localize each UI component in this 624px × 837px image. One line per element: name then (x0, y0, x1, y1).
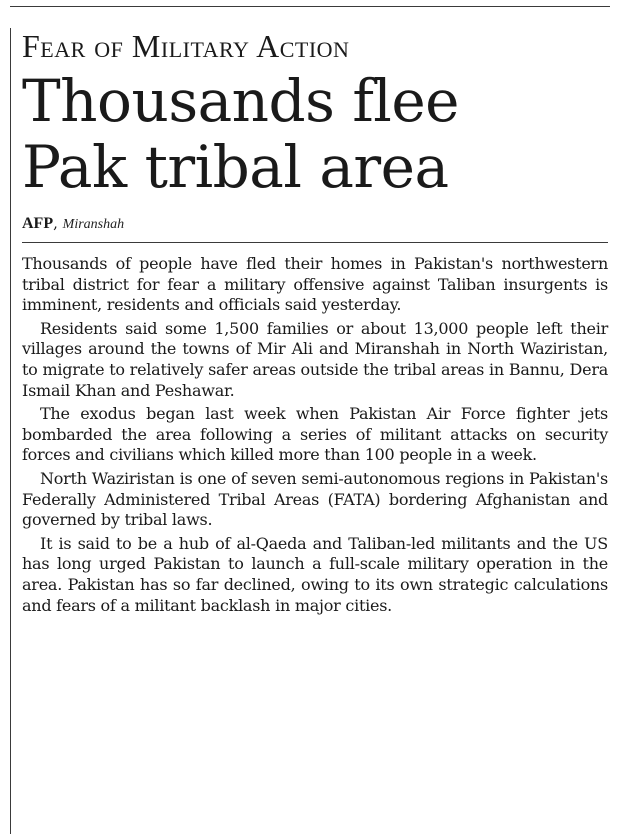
kicker: Fear of Military Action (22, 28, 350, 64)
headline (22, 68, 610, 200)
article-body (22, 254, 608, 616)
byline-dateline: Miranshah (62, 217, 125, 232)
byline-separator: , (53, 214, 63, 232)
paragraph-3: The exodus began last week when Pakistan Air Force fighter jets bombarded the area following a series of militant attacks on security forces and civilians which killed more than 100 people in a week. (22, 404, 608, 465)
article (22, 28, 610, 619)
paragraph-4: North Waziristan is one of seven semi-autonomous regions in Pakistan's Federally Administered Tribal Areas (FATA) bordering Afghanistan and governed by tribal laws. (22, 468, 608, 530)
byline-agency: AFP (22, 215, 54, 232)
paragraph-2: Residents said some 1,500 families or about 13,000 people left their villages around the towns of Mir Ali and Miranshah in North Waziristan, to migrate to relatively safer areas outside the tribal areas in Bannu, Dera Ismail Khan and Peshawar. (22, 318, 608, 400)
paragraph-1: Thousands of people have fled their homes in Pakistan's northwestern tribal district for fear a military offensive against Taliban insurgents is imminent, residents and officials said yesterday. (22, 254, 608, 315)
headline-line-1: Thousands flee (22, 67, 460, 135)
paragraph-5: It is said to be a hub of al-Qaeda and Taliban-led militants and the US has long urged Pakistan to launch a full-scale military operation in the area. Pakistan has so far declined, owing to its own strategic calculations and fears of a militant backlash in major cities. (22, 533, 608, 615)
top-rule (10, 6, 610, 7)
byline (22, 214, 608, 243)
left-column-rule (10, 28, 11, 834)
headline-line-2: Pak tribal area (22, 133, 449, 201)
